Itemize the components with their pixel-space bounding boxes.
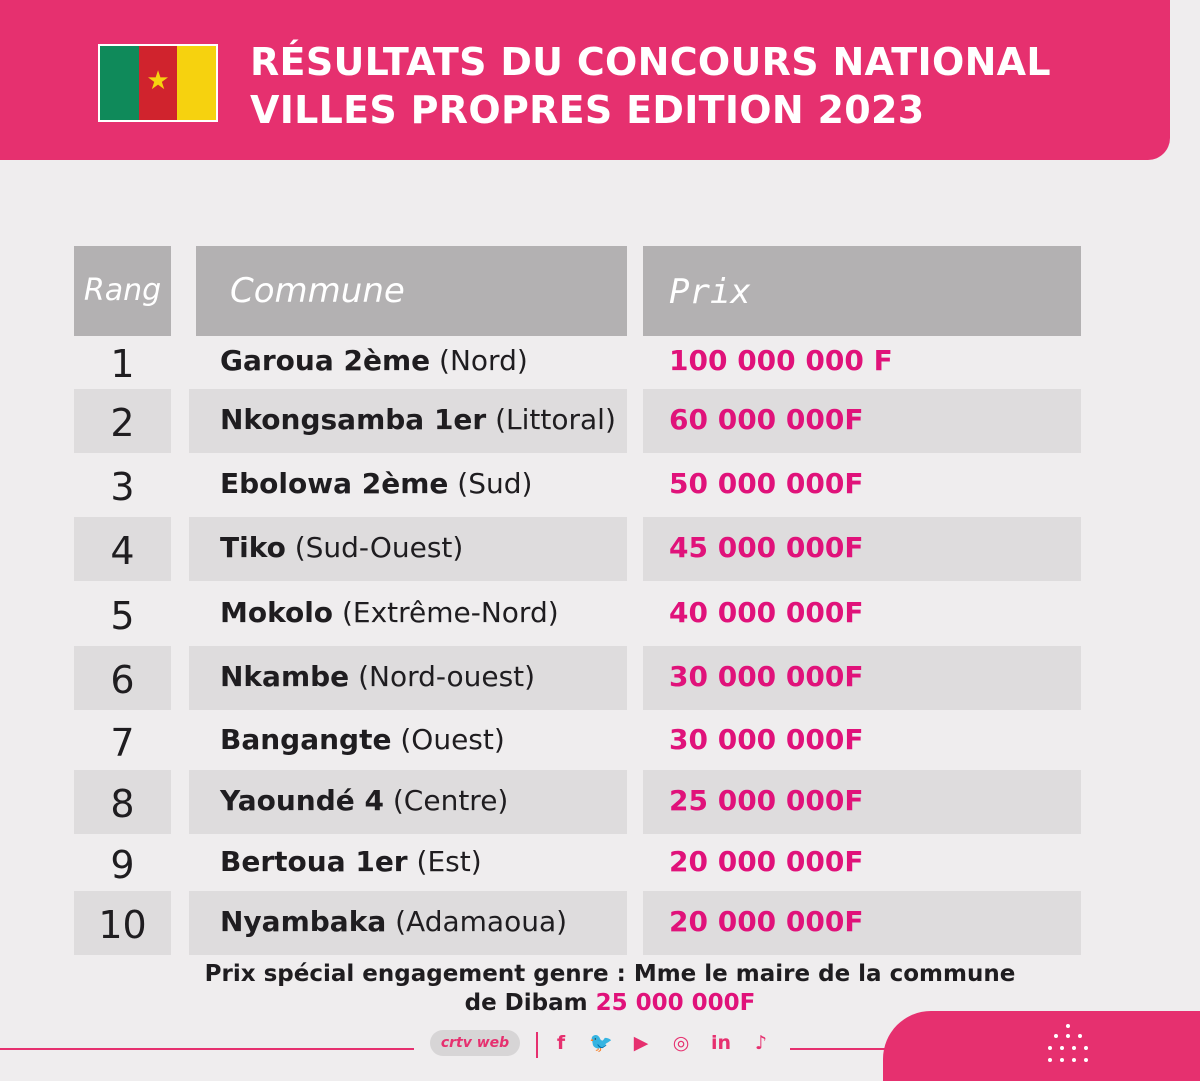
table-row (0, 891, 1200, 955)
table-row (0, 453, 1200, 517)
table-row (0, 330, 1200, 394)
social-links (548, 1030, 774, 1056)
commune-region: (Nord) (439, 344, 528, 377)
commune-name: Tiko (220, 531, 286, 564)
commune-cell (220, 770, 508, 834)
table-row (0, 770, 1200, 834)
commune-name: Nyambaka (220, 905, 387, 938)
rank-cell: 8 (110, 782, 135, 826)
special-prize-amount: 25 000 000F (595, 990, 756, 1016)
prize-cell: 50 000 000F (669, 467, 864, 500)
column-header-rank: Rang (74, 246, 171, 336)
title-line-2: VILLES PROPRES EDITION 2023 (250, 88, 925, 132)
dots-decoration-icon (1048, 1024, 1088, 1064)
title-line-1: RÉSULTATS DU CONCOURS NATIONAL (250, 40, 1051, 84)
commune-name: Mokolo (220, 596, 334, 629)
table-row (0, 709, 1200, 773)
commune-region: (Nord-ouest) (358, 660, 536, 693)
rank-cell: 10 (98, 903, 147, 947)
twitter-icon[interactable]: 🐦 (589, 1032, 613, 1054)
commune-cell (220, 582, 559, 646)
header-banner (0, 0, 1170, 160)
commune-cell (220, 453, 532, 517)
table-row (0, 517, 1200, 581)
rank-cell: 9 (110, 843, 135, 887)
special-prize-line-1: Prix spécial engagement genre : Mme le maire de la commune (204, 961, 1016, 987)
commune-name: Nkongsamba 1er (220, 403, 487, 436)
footer-separator (536, 1032, 538, 1058)
page-title (250, 38, 1051, 134)
prize-cell: 40 000 000F (669, 596, 864, 629)
column-header-prize: Prix (643, 246, 1081, 336)
crtv-web-logo: crtv web (430, 1030, 520, 1056)
rank-cell: 3 (110, 465, 135, 509)
facebook-icon[interactable]: f (556, 1032, 566, 1054)
table-row (0, 646, 1200, 710)
cameroon-flag-icon (98, 44, 218, 122)
commune-name: Ebolowa 2ème (220, 467, 449, 500)
commune-region: (Adamaoua) (395, 905, 568, 938)
linkedin-icon[interactable]: in (710, 1032, 732, 1054)
prize-cell: 20 000 000F (669, 905, 864, 938)
commune-region: (Ouest) (400, 723, 505, 756)
prize-cell: 30 000 000F (669, 723, 864, 756)
commune-region: (Centre) (392, 784, 509, 817)
prize-cell: 45 000 000F (669, 531, 864, 564)
prize-cell: 100 000 000 F (669, 344, 893, 377)
commune-cell (220, 646, 535, 710)
footer-corner-decoration (883, 1011, 1200, 1081)
rank-cell: 7 (110, 721, 135, 765)
table-row (0, 831, 1200, 895)
prize-cell: 30 000 000F (669, 660, 864, 693)
commune-name: Bertoua 1er (220, 845, 408, 878)
rank-cell: 2 (110, 401, 135, 445)
footer-divider-right (790, 1048, 890, 1050)
commune-region: (Littoral) (495, 403, 616, 436)
prize-cell: 60 000 000F (669, 403, 864, 436)
commune-name: Yaoundé 4 (220, 784, 384, 817)
special-prize-commune: de Dibam (464, 990, 588, 1016)
commune-region: (Extrême-Nord) (341, 596, 559, 629)
commune-name: Garoua 2ème (220, 344, 431, 377)
commune-name: Nkambe (220, 660, 350, 693)
commune-region: (Sud-Ouest) (294, 531, 464, 564)
rank-cell: 6 (110, 658, 135, 702)
commune-region: (Est) (416, 845, 482, 878)
commune-cell (220, 389, 616, 453)
commune-cell (220, 517, 463, 581)
rank-cell: 5 (110, 594, 135, 638)
commune-cell (220, 891, 567, 955)
prize-cell: 20 000 000F (669, 845, 864, 878)
tiktok-icon[interactable]: ♪ (754, 1032, 768, 1054)
commune-cell (220, 831, 482, 895)
youtube-icon[interactable]: ▶ (633, 1032, 649, 1054)
commune-region: (Sud) (457, 467, 533, 500)
instagram-icon[interactable]: ◎ (672, 1032, 690, 1054)
prize-cell: 25 000 000F (669, 784, 864, 817)
table-row (0, 582, 1200, 646)
rank-cell: 4 (110, 529, 135, 573)
table-row (0, 389, 1200, 453)
footer-divider-left (0, 1048, 414, 1050)
special-prize-note (0, 960, 1200, 1018)
column-header-commune: Commune (196, 246, 627, 336)
commune-cell (220, 709, 505, 773)
commune-name: Bangangte (220, 723, 392, 756)
commune-cell (220, 330, 528, 394)
rank-cell: 1 (110, 342, 135, 386)
flag-star-icon: ★ (146, 66, 170, 96)
